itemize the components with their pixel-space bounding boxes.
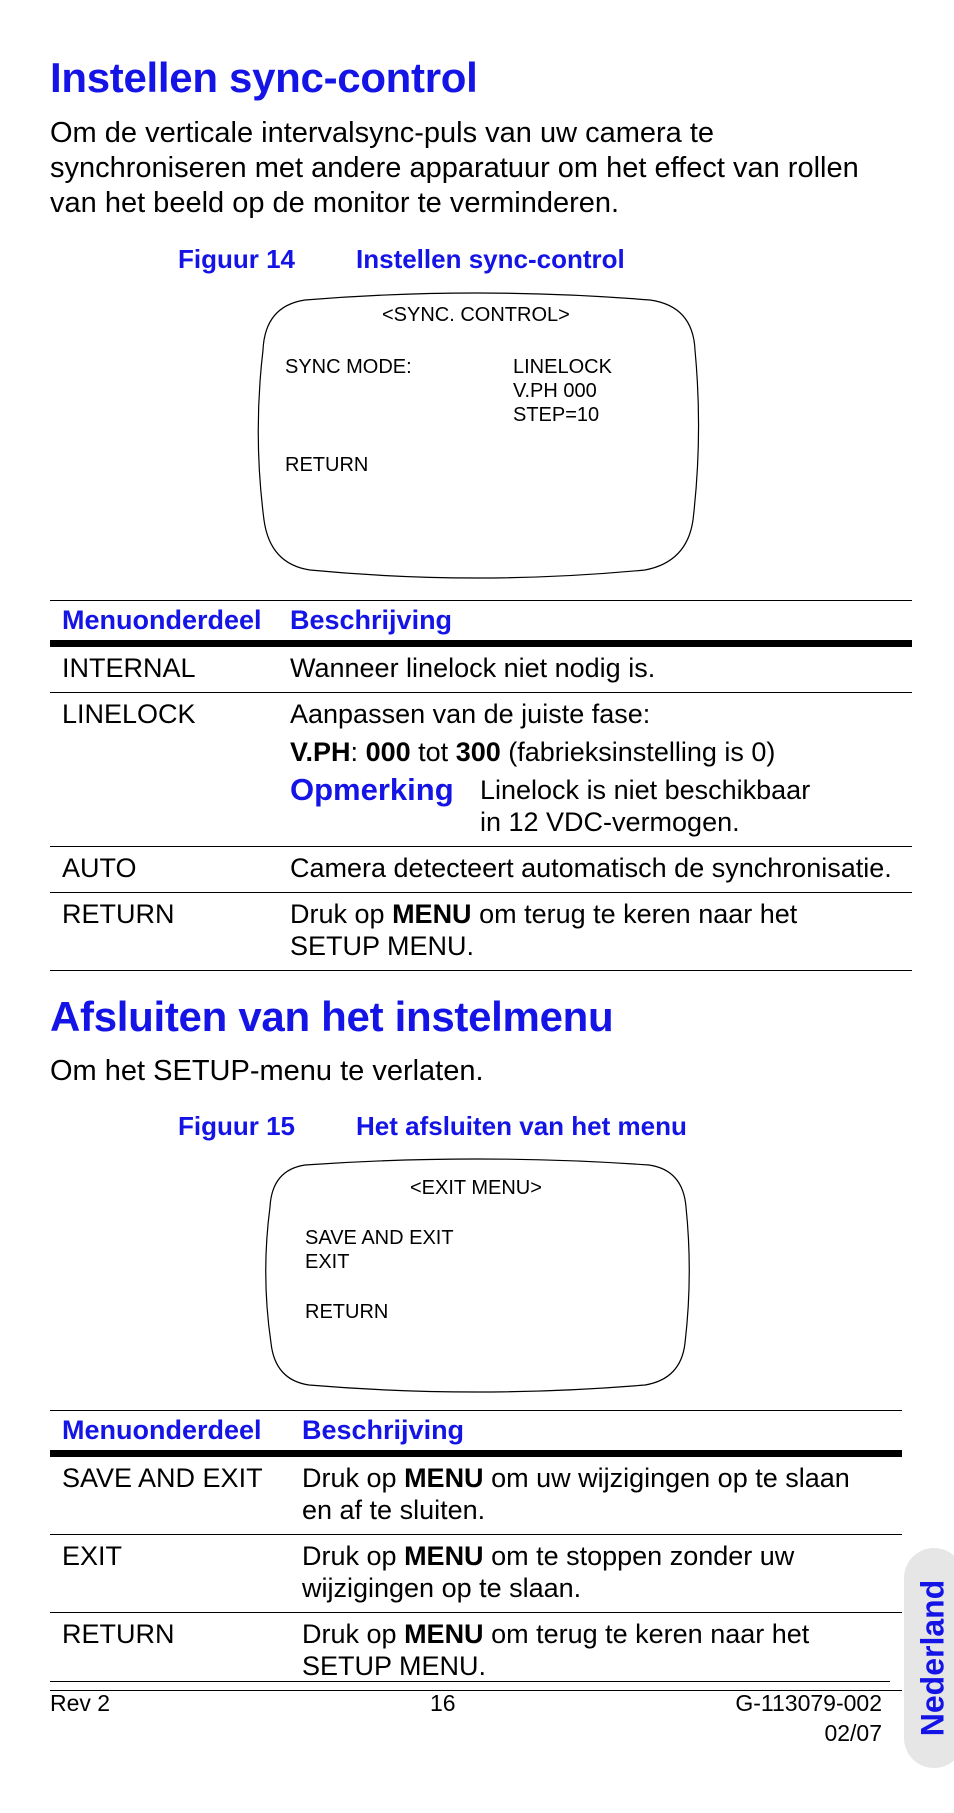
table-row xyxy=(50,847,912,893)
table-row xyxy=(50,1613,902,1691)
menu-item: SAVE AND EXIT xyxy=(50,1454,290,1535)
section-intro-sync-control: Om de verticale intervalsync-puls van uw camera te synchroniseren met andere apparatuur om het effect van rollen van het beeld op de monitor te verminderen. xyxy=(50,117,859,219)
menu-description: Wanneer linelock niet nodig is. xyxy=(278,644,912,693)
vph-value: V.PH 000 xyxy=(513,380,597,402)
linelock-desc: Aanpassen van de juiste fase: xyxy=(290,699,651,729)
exit-menu-screen xyxy=(263,1157,691,1393)
column-header: Menuonderdeel xyxy=(50,1411,290,1454)
table-header-row xyxy=(50,1411,902,1454)
figure-number: Figuur 15 xyxy=(178,1111,296,1141)
vph-from: 000 xyxy=(365,737,411,767)
section-title-exit-menu: Afsluiten van het instelmenu xyxy=(50,993,614,1040)
section-title-sync-control: Instellen sync-control xyxy=(50,54,478,101)
menu-item: RETURN xyxy=(50,893,278,971)
menu-item: LINELOCK xyxy=(50,693,278,847)
sync-mode-label: SYNC MODE: xyxy=(285,356,412,378)
screen-return: RETURN xyxy=(285,454,369,476)
table-row xyxy=(50,644,912,693)
note-label: Opmerking xyxy=(290,772,454,807)
menu-description: Camera detecteert automatisch de synchronisatie. xyxy=(278,847,912,893)
menu-item: INTERNAL xyxy=(50,644,278,693)
footer-revision: Rev 2 xyxy=(50,1690,111,1716)
menu-description: Druk op MENU om te stoppen zonder uw wijzigingen op te slaan. xyxy=(290,1535,902,1613)
screen-header: <EXIT MENU> xyxy=(410,1177,542,1199)
figure-title: Het afsluiten van het menu xyxy=(356,1111,687,1141)
exit-menu-table xyxy=(50,1410,902,1691)
table-row xyxy=(50,1535,902,1613)
figure-14-caption xyxy=(178,244,625,275)
section-intro-exit-menu: Om het SETUP-menu te verlaten. xyxy=(50,1055,484,1087)
menu-description: Druk op MENU om terug te keren naar het SETUP MENU. xyxy=(290,1613,902,1691)
column-header: Beschrijving xyxy=(278,601,912,644)
table-header-row xyxy=(50,601,912,644)
sync-control-table xyxy=(50,600,912,971)
vph-range: V.PH: 000 tot 300 (fabrieksinstelling is 0) xyxy=(290,737,776,767)
screen-return: RETURN xyxy=(305,1301,389,1323)
menu-item: AUTO xyxy=(50,847,278,893)
save-and-exit-option: SAVE AND EXIT xyxy=(305,1227,454,1249)
menu-description: Druk op MENU om uw wijzigingen op te slaan en af te sluiten. xyxy=(290,1454,902,1535)
table-row xyxy=(50,693,912,847)
vph-label: V.PH xyxy=(290,737,351,767)
screen-header: <SYNC. CONTROL> xyxy=(382,304,570,326)
vph-to: 300 xyxy=(455,737,501,767)
note-text: Linelock is niet beschikbaar in 12 VDC-vermogen. xyxy=(480,775,811,837)
menu-item: RETURN xyxy=(50,1613,290,1691)
note-block xyxy=(290,774,900,838)
sync-mode-value: LINELOCK xyxy=(513,356,612,378)
figure-15-caption xyxy=(178,1111,687,1142)
footer-date: 02/07 xyxy=(824,1720,882,1746)
figure-number: Figuur 14 xyxy=(178,244,296,274)
monitor-outline xyxy=(255,290,700,580)
menu-item: EXIT xyxy=(50,1535,290,1613)
footer-divider xyxy=(50,1681,890,1682)
exit-option: EXIT xyxy=(305,1251,350,1273)
step-value: STEP=10 xyxy=(513,404,600,426)
vph-default-note: (fabrieksinstelling is 0) xyxy=(508,737,776,767)
table-row xyxy=(50,893,912,971)
menu-description xyxy=(278,693,912,847)
figure-title: Instellen sync-control xyxy=(356,244,625,274)
table-row xyxy=(50,1454,902,1535)
footer-page-number: 16 xyxy=(430,1690,456,1716)
column-header: Menuonderdeel xyxy=(50,601,278,644)
vph-tot: tot xyxy=(418,737,449,767)
language-tab-label: Nederland xyxy=(914,1579,951,1737)
footer-doc-number: G-113079-002 xyxy=(735,1690,882,1716)
column-header: Beschrijving xyxy=(290,1411,902,1454)
menu-description: Druk op MENU om terug te keren naar het SETUP MENU. xyxy=(278,893,912,971)
sync-control-screen xyxy=(255,290,700,580)
